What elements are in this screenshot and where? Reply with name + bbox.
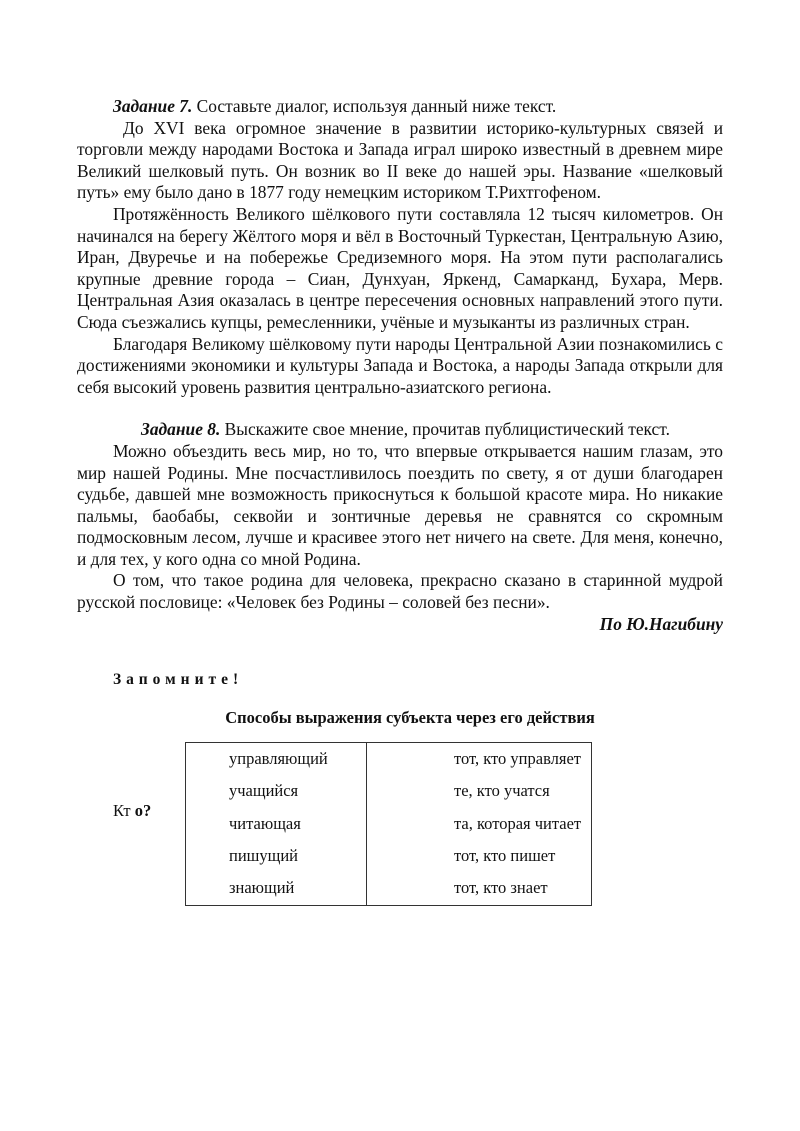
author-attribution: По Ю.Нагибину bbox=[599, 613, 723, 634]
table-row bbox=[185, 807, 592, 839]
table-column-divider bbox=[366, 742, 367, 906]
meaning-cell: те, кто учатся bbox=[454, 781, 550, 801]
task8-paragraph: Можно объездить весь мир, но то, что впервые открывается нашим глазам, это мир нашей Родины. Мне посчастливилось поездить по свету, я от души благодарен судьбе, давшей мне возможность прикоснуться к большой красоте мира. Но никакие пальмы, баобабы, секвойи и зонтичные деревья не сравнятся со скромным подмосковным лесом, лучше и красивее этого нет ничего на свете. Для меня, конечно, и для тех, у кого одна со мной Родина. bbox=[77, 440, 723, 569]
meaning-cell: тот, кто управляет bbox=[454, 748, 581, 768]
participle-cell: управляющий bbox=[229, 748, 328, 768]
remember-heading: Запомните! bbox=[113, 671, 244, 689]
table-row bbox=[185, 775, 592, 807]
task7-paragraph: Протяжённость Великого шёлкового пути составляла 12 тысяч километров. Он начинался на берегу Жёлтого моря и вёл в Восточный Туркестан, Центральную Азию, Иран, Двуречье и на побережье Средиземного моря. На этом пути располагались крупные древние города – Сиан, Дунхуан, Яркенд, Самарканд, Бухара, Мерв. Центральная Азия оказалась в центре пересечения основных направлений этого пути. Сюда съезжались купцы, ремесленники, учёные и музыканты из различных стран. bbox=[77, 203, 723, 332]
task7-paragraph: До XVI века огромное значение в развитии историко-культурных связей и торговли между народами Востока и Запада играл широко известный в древнем мире Великий шелковый путь. Он возник во II веке до нашей эры. Название «шелковый путь» ему было дано в 1877 году немецким историком Т.Рихтгофеном. bbox=[77, 117, 723, 203]
question-label bbox=[113, 800, 151, 822]
meaning-cell: тот, кто пишет bbox=[454, 846, 556, 865]
task7-label: Задание 7. bbox=[113, 96, 193, 116]
participle-table bbox=[185, 742, 592, 904]
table-row bbox=[185, 742, 592, 774]
task7-instruction: Составьте диалог, используя данный ниже текст. bbox=[192, 96, 557, 116]
participle-table-block bbox=[77, 742, 723, 908]
task8-heading bbox=[77, 419, 723, 441]
meaning-cell: та, которая читает bbox=[454, 813, 582, 833]
task8-paragraph: О том, что такое родина для человека, прекрасно сказано в старинной мудрой русской пословице: «Человек без Родины – соловей без песни». bbox=[77, 570, 723, 613]
task8-instruction: Выскажите свое мнение, прочитав публицистический текст. bbox=[220, 419, 670, 440]
question-suffix: о? bbox=[134, 801, 152, 821]
table-row bbox=[185, 840, 592, 872]
table-row bbox=[185, 872, 592, 904]
meaning-cell: тот, кто знает bbox=[454, 878, 548, 898]
task7-paragraph: Благодаря Великому шёлковому пути народы Центральной Азии познакомились с достижениями экономики и культуры Запада и Востока, а народы Запада открыли для себя высокий уровень развития центрально-азиатского региона. bbox=[77, 333, 723, 397]
participle-cell: читающая bbox=[229, 813, 301, 833]
participle-cell: пишущий bbox=[229, 846, 298, 865]
participle-cell: учащийся bbox=[229, 781, 299, 801]
spacer bbox=[77, 398, 723, 419]
participle-cell: знающий bbox=[229, 878, 295, 898]
task7-heading bbox=[77, 96, 723, 118]
question-prefix: Кт bbox=[113, 801, 135, 821]
table-title: Способы выражения субъекта через его действия bbox=[225, 707, 595, 727]
task8-label: Задание 8. bbox=[141, 419, 221, 440]
